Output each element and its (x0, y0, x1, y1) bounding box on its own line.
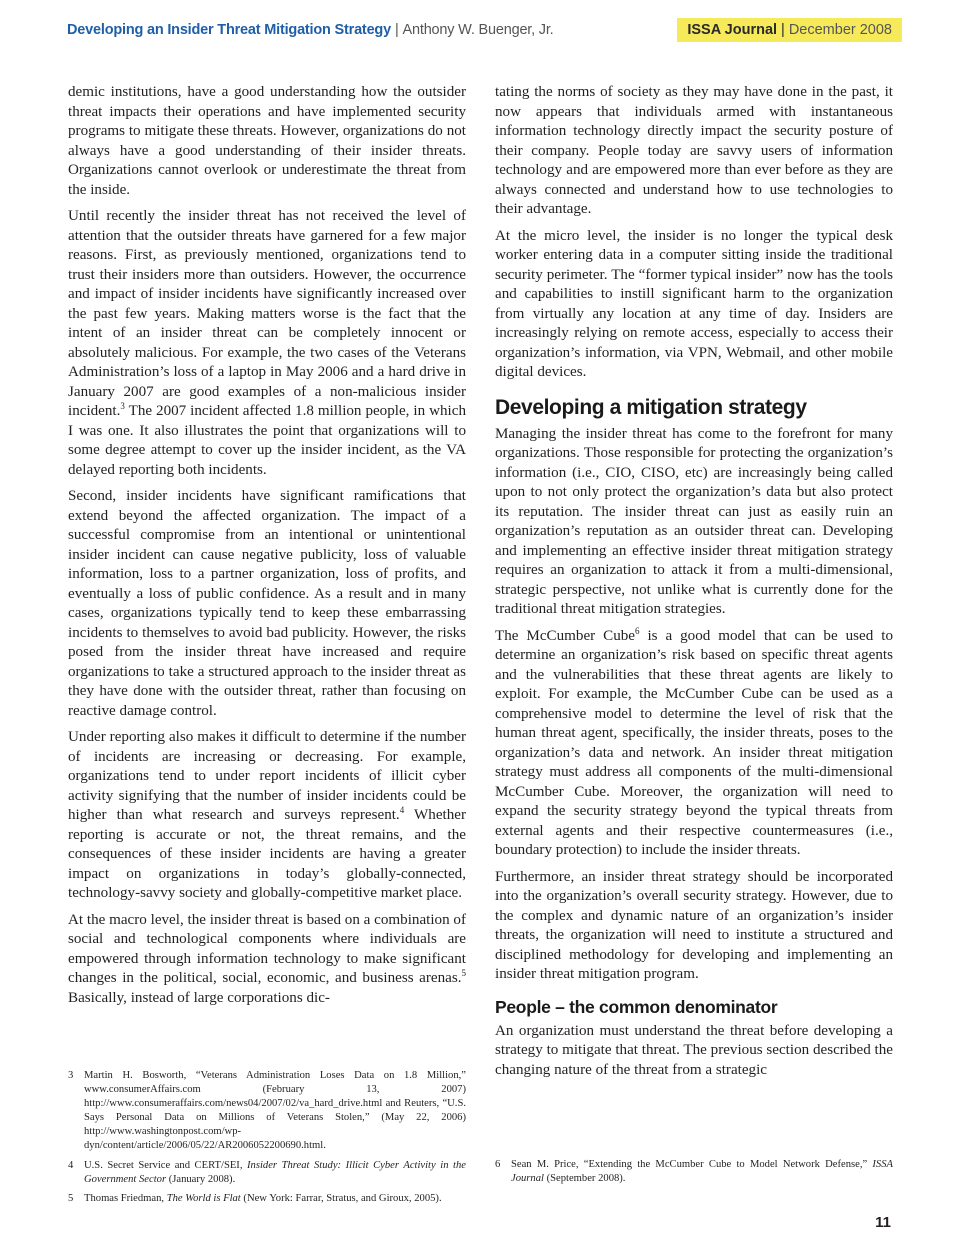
footnote-text (511, 1158, 893, 1186)
right-column (495, 83, 893, 1087)
running-header (59, 18, 902, 42)
footnote-italic-title: The World is Flat (166, 1192, 241, 1204)
header-journal-badge (677, 18, 902, 42)
paragraph-text: Whether reporting is accurate or not, the threat remains, and the consequences of these insider incidents are having a greater impact on organizations in today’s globally-connected, technology-savvy society and globally-competitive market place. (68, 807, 466, 901)
paragraph-text: is a good model that can be used to determine an organization’s risk based on specific threat agents and the vulnerabilities that these threat agents are likely to exploit. For example, the McCumber Cube can be used as a comprehensive model to determine the level of risk that the human threat agent, specifically, the insider threats, poses to the organization’s data and network. An insider threat mitigation strategy must address all components of the multi-dimensional McCumber Cube. Moreover, the organization will need to expand the security strategy beyond the typical threats from external agents and their respective countermeasures (i.e., boundary protection) to include the insider threats. (495, 627, 893, 858)
paragraph-text: Until recently the insider threat has not received the level of attention that the outsider threats have garnered for a few major reasons. First, as previously mentioned, organizations tend to trust their insiders more than outsiders. However, the occurrence and impact of insider incidents have significantly increased over the past few years. Making matters worse is the fact that the intent of an insider threat can be completely innocent or absolutely malicious. For example, the two cases of the Veterans Administration’s loss of a laptop in May 2006 and a hard drive in January 2007 are good examples of a non-malicious insider incident. (68, 208, 466, 419)
subsection-heading: People – the common denominator (495, 996, 778, 1017)
paragraph-text: Under reporting also makes it difficult to determine if the number of incidents are increasing or decreasing. For example, organizations tend to under report incidents of illicit cyber activity signifying that the number of insider incidents could be higher than what research and surveys represent. (68, 729, 466, 823)
paragraph: Furthermore, an insider threat strategy should be incorporated into the organization’s overall security strategy. However, due to the complex and dynamic nature of an organization’s insider threats, the organization will need to institute a structured and disciplined methodology for developing and implementing an insider threat mitigation program. (495, 868, 893, 982)
footnote (68, 1159, 466, 1187)
footnote-ref-4: 4 (399, 804, 405, 815)
footnote-text (84, 1159, 466, 1187)
footnotes-left (68, 1069, 466, 1211)
header-article-title: Developing an Insider Threat Mitigation Strategy (67, 22, 391, 38)
footnote-ref-3: 3 (120, 400, 125, 411)
paragraph (68, 911, 466, 1009)
paragraph: An organization must understand the threat before developing a strategy to mitigate that threat. The previous section described the changing nature of the threat from a strategic (495, 1022, 893, 1078)
header-journal-name: ISSA Journal (687, 22, 778, 38)
footnote-text-part: Martin H. Bosworth, “Veterans Administration Loses Data on 1.8 Million,” www.consumerAffairs.com (February 13, 2007) http://www.consumeraffairs.com/news04/2007/02/va_hard_drive.html and Reuters, “U.S. Says Personal Data on Millions of Veterans Stolen,” (May 22, 2006) http://www.washingtonpost.com/wp-dyn/content/article/2006/05/22/AR2006052200690.html. (84, 1070, 466, 1152)
paragraph-text: The 2007 incident affected 1.8 million people, in which I was one. It also illustrates the point that organizations will to some degree attempt to cover up the insider incident, as the VA delayed reporting both incidents. (68, 403, 466, 478)
footnote-ref-5: 5 (461, 967, 466, 978)
paragraph: tating the norms of society as they may have done in the past, it now appears that individuals armed with instantaneous information technology directly impact the security posture of their company. People today are savvy users of information technology and are empowered more than ever before as they are always connected and understand how to use technologies to their advantage. (495, 84, 893, 217)
paragraph: Second, insider incidents have significant ramifications that extend beyond the affected organization. The impact of a successful compromise from an intentional or unintentional insider incident can cause negative publicity, loss of valuable information, loss to a partner organization, loss of profits, and eventually a loss of public confidence. As a result and in many cases, organizations typically tend to keep these embarrassing incidents to themselves to avoid bad publicity. However, the risks posed from the insider threat have increased and require organizations to take a structured approach to the insider threat as they have done with the outsider threat, rather than focusing on reactive damage control. (68, 488, 466, 719)
footnote-number: 6 (495, 1159, 501, 1170)
page-number: 11 (875, 1214, 891, 1231)
footnote-text-part: (September 2008). (543, 1173, 626, 1185)
paragraph (68, 728, 466, 904)
footnote-number: 4 (68, 1159, 74, 1171)
paragraph (495, 627, 893, 861)
paragraph-text: The McCumber Cube (495, 627, 635, 644)
paragraph: At the micro level, the insider is no longer the typical desk worker entering data in a computer sitting inside the traditional security perimeter. The “former typical insider” now has the tools and capabilities to instill significant harm to the organization from virtually any location at any time of day. Insiders are increasingly relying on remote access, especially to access their organization’s information, via VPN, Webmail, and other mobile digital devices. (495, 227, 893, 380)
footnote-text-part: (New York: Farrar, Stratus, and Giroux, 2005). (240, 1192, 442, 1204)
footnote (68, 1069, 466, 1154)
header-article-info (59, 22, 554, 38)
header-separator-2: | (781, 22, 785, 38)
footnote-italic-title: Insider Threat Study: Illicit Cyber Activity in the Government Sector (84, 1159, 466, 1185)
footnote-text (84, 1192, 466, 1206)
paragraph (68, 207, 466, 480)
footnote-number: 5 (68, 1192, 74, 1204)
footnote (495, 1158, 893, 1186)
footnotes-right (495, 1158, 893, 1191)
footnote-text-part: U.S. Secret Service and CERT/SEI, (84, 1159, 248, 1171)
footnote-text (84, 1069, 466, 1154)
footnote-text-part: (January 2008). (166, 1173, 236, 1185)
footnote-number: 3 (68, 1070, 74, 1081)
paragraph-text: At the macro level, the insider threat is based on a combination of social and technological components where individuals are empowered through information technology to make significant changes in the political, social, economic, and business arenas. (68, 911, 466, 986)
paragraph-text: Basically, instead of large corporations dic- (68, 989, 330, 1006)
paragraph: demic institutions, have a good understanding how the outsider threat impacts their operations and have implemented security programs to mitigate these threats. However, organizations do not always have a good understanding of their insider threats. Organizations cannot overlook or underestimate the threat from the inside. (68, 84, 466, 198)
footnote-italic-title: ISSA Journal (511, 1159, 893, 1185)
footnote (68, 1192, 466, 1206)
paragraph: Managing the insider threat has come to the forefront for many organizations. Those responsible for protecting the organization’s information (i.e., CIO, CISO, etc) are increasingly being called upon to not only protect the organization’s data but also protect its reputation. The insider threat can just as easily ruin an organization’s reputation as an outsider threat can. Developing and implementing an effective insider threat mitigation strategy requires an organization to attack it from a multi-dimensional, strategic perspective, not unlike what is currently done for the traditional threat mitigation strategies. (495, 425, 893, 617)
footnote-text-part: Sean M. Price, “Extending the McCumber Cube to Model Network Defense,” (511, 1159, 873, 1170)
header-author: Anthony W. Buenger, Jr. (402, 22, 554, 38)
header-date: December 2008 (788, 22, 892, 38)
header-separator: | (394, 22, 399, 38)
footnote-ref-6: 6 (634, 625, 640, 636)
footnote-text-part: Thomas Friedman, (84, 1192, 167, 1204)
section-heading: Developing a mitigation strategy (495, 395, 807, 419)
left-column (68, 83, 466, 1015)
